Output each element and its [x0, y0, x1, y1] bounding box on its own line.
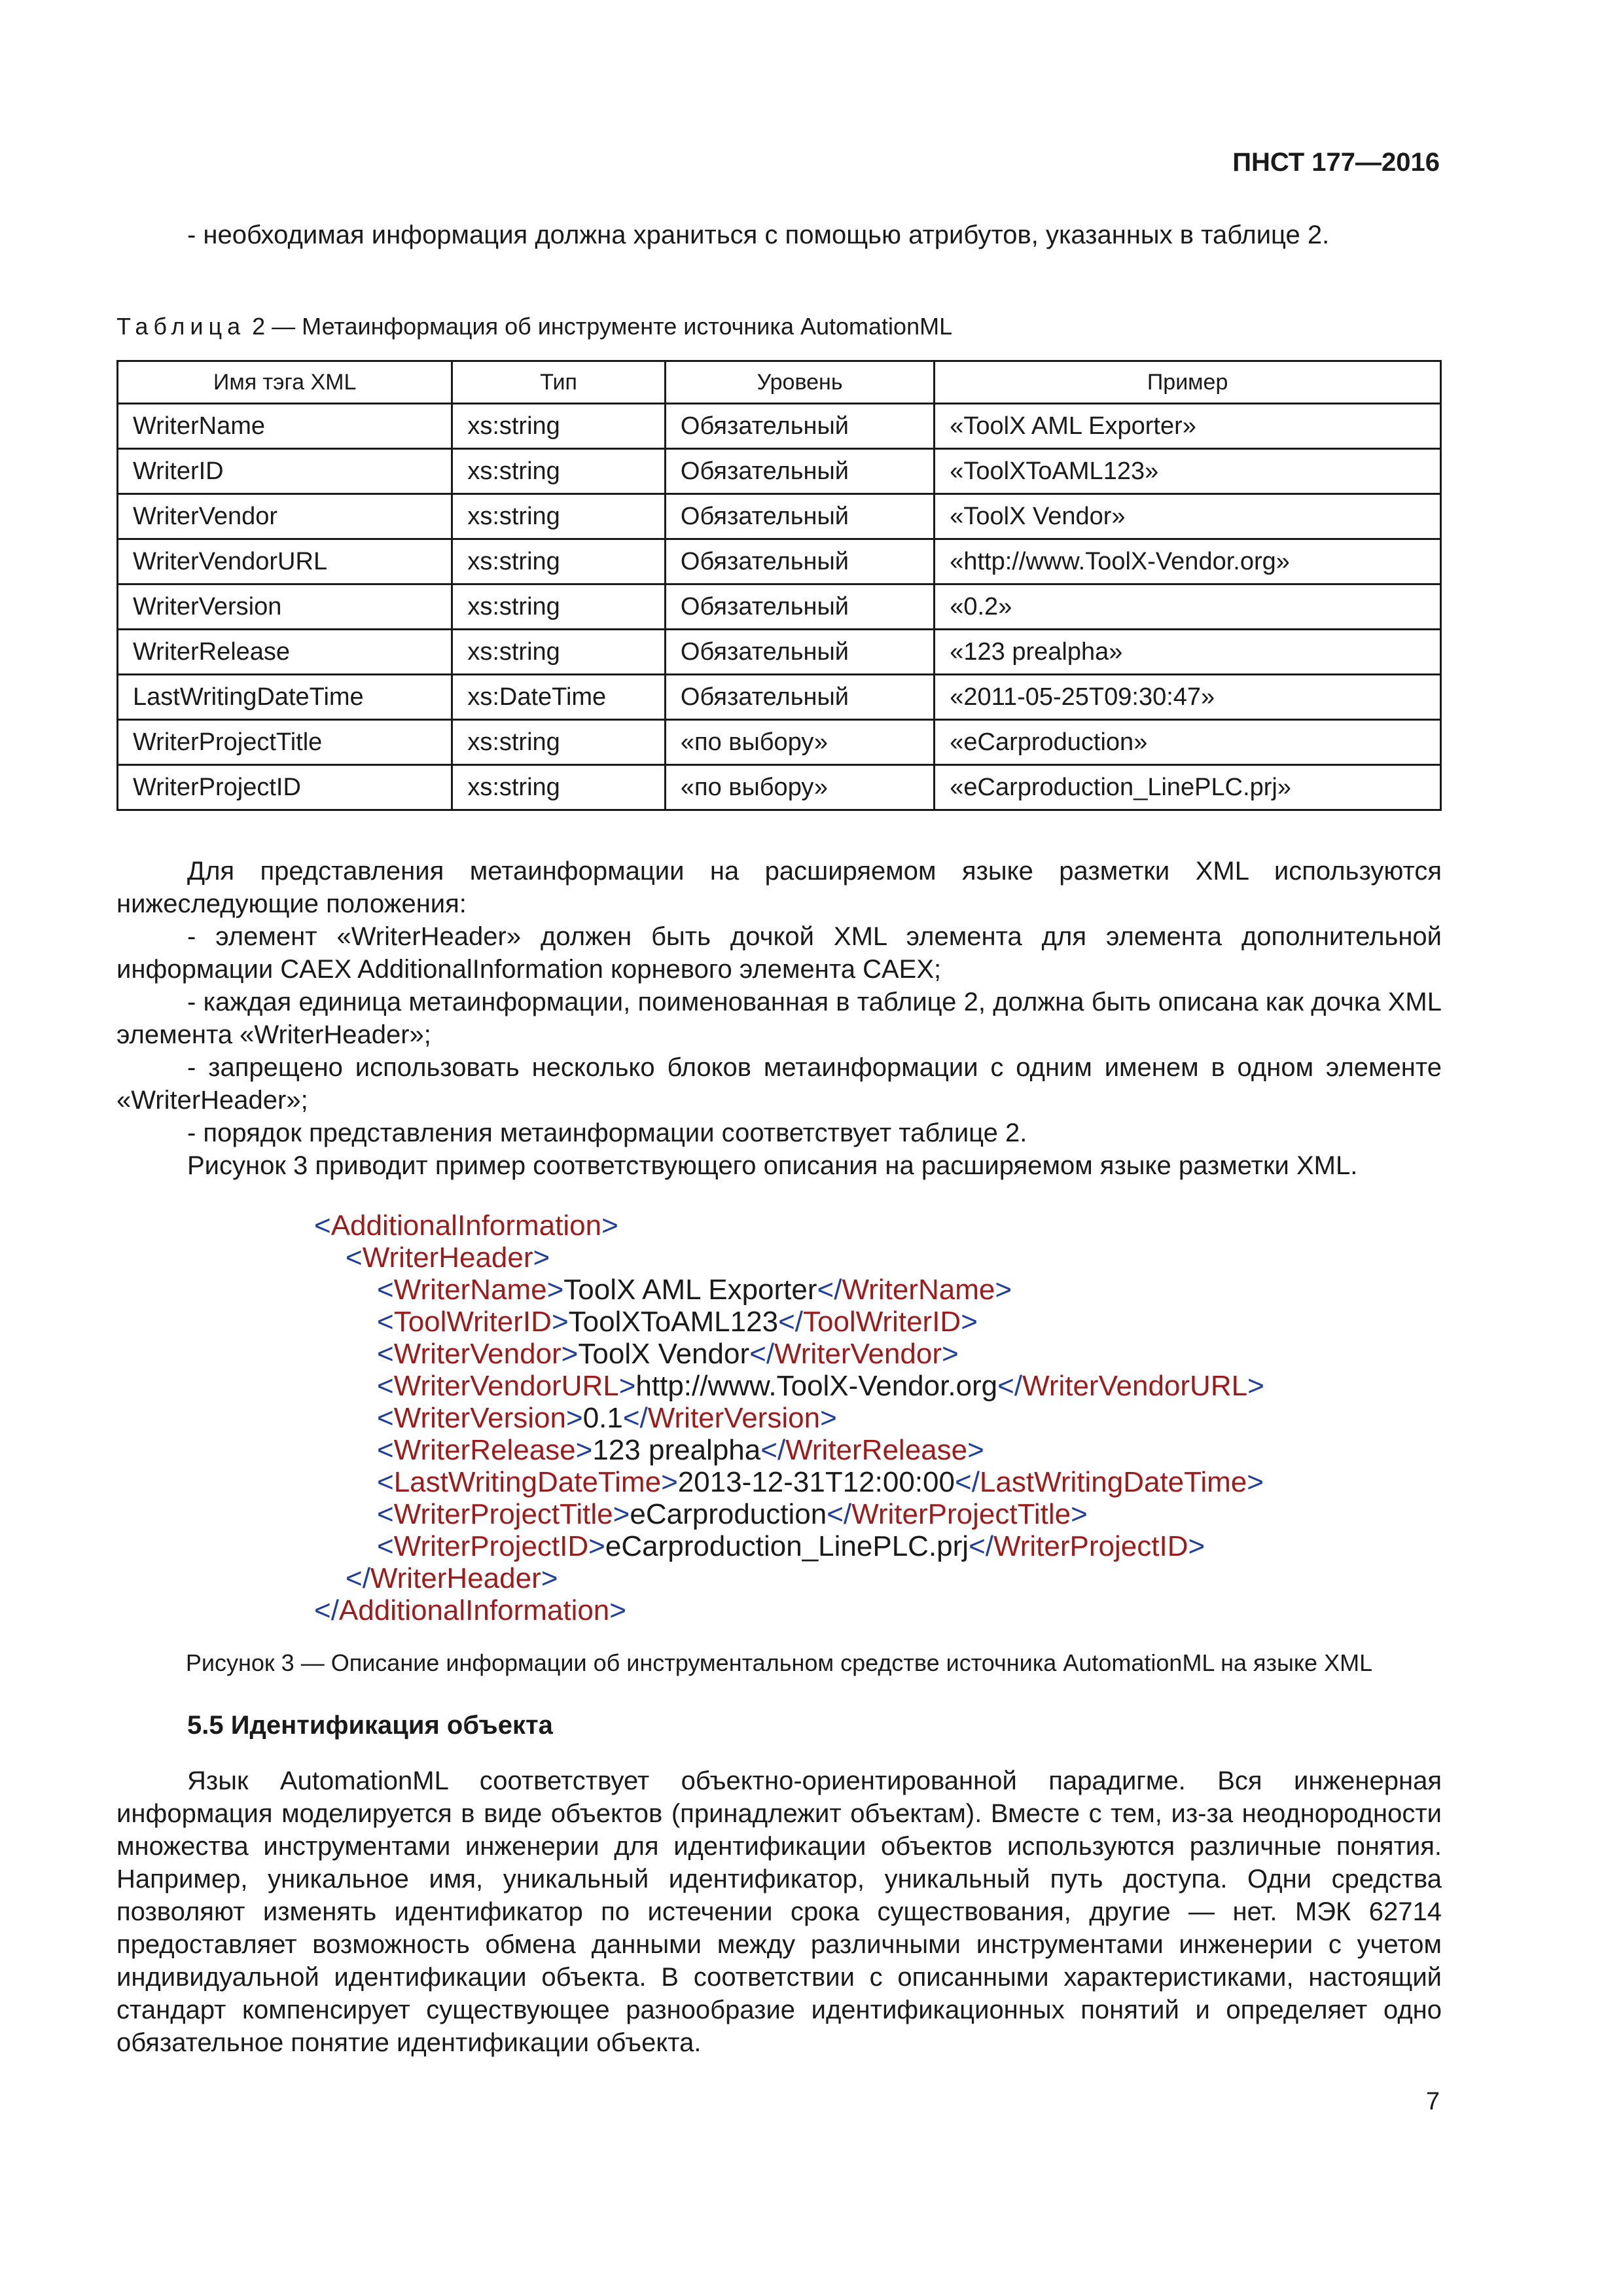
list-item: - элемент «WriterHeader» должен быть дочкой XML элемента для элемента дополнительной информации CAEX AdditionalInformation корневого элемента CAEX; [116, 922, 1442, 984]
xml-bracket: </ [955, 1466, 980, 1498]
table-cell: xs:string [452, 584, 666, 630]
table-row [118, 765, 1441, 810]
xml-tag-name: WriterRelease [393, 1434, 576, 1466]
xml-bracket: > [575, 1434, 593, 1466]
table-cell: xs:string [452, 539, 666, 584]
xml-tag-name: AdditionalInformation [338, 1594, 610, 1626]
xml-bracket: </ [346, 1562, 370, 1594]
table-header-cell: Имя тэга XML [118, 361, 452, 404]
xml-bracket: < [377, 1434, 394, 1466]
xml-value: ToolX Vendor [578, 1338, 750, 1370]
xml-tag-name: WriterHeader [362, 1242, 533, 1274]
xml-value: 0.1 [582, 1402, 623, 1434]
xml-bracket: </ [969, 1530, 994, 1562]
xml-bracket: < [377, 1306, 394, 1338]
table-cell: WriterRelease [118, 630, 452, 675]
xml-bracket: < [377, 1498, 394, 1530]
table-cell: «2011-05-25T09:30:47» [935, 675, 1441, 720]
table-cell: xs:string [452, 404, 666, 449]
xml-bracket: > [820, 1402, 837, 1434]
xml-line [314, 1210, 1264, 1242]
table-row [118, 494, 1441, 539]
list-item: - запрещено использовать несколько блоков метаинформации с одним именем в одном элементе «WriterHeader»; [116, 1053, 1442, 1115]
table-row [118, 449, 1441, 494]
table-cell: LastWritingDateTime [118, 675, 452, 720]
xml-bracket: </ [622, 1402, 648, 1434]
xml-bracket: < [377, 1274, 394, 1306]
table-cell: «eCarproduction» [935, 720, 1441, 765]
list-item: - каждая единица метаинформации, поименованная в таблице 2, должна быть описана как дочка XML элемента «WriterHeader»; [116, 988, 1442, 1049]
table-cell: Обязательный [665, 494, 934, 539]
xml-bracket: < [346, 1242, 363, 1274]
xml-tag-name: WriterVendorURL [393, 1370, 619, 1402]
xml-bracket: > [541, 1562, 558, 1594]
xml-bracket: > [1247, 1466, 1264, 1498]
table-cell: WriterVendorURL [118, 539, 452, 584]
table-caption [116, 313, 952, 340]
xml-bracket: > [613, 1498, 630, 1530]
xml-tag-name: WriterProjectTitle [393, 1498, 613, 1530]
xml-bracket: > [661, 1466, 678, 1498]
xml-tag-name: ToolWriterID [393, 1306, 552, 1338]
xml-tag-name: WriterProjectID [393, 1530, 589, 1562]
xml-code-figure [314, 1210, 1264, 1626]
table-cell: xs:string [452, 720, 666, 765]
xml-line [314, 1274, 1264, 1306]
table-header-cell: Тип [452, 361, 666, 404]
xml-tag-name: WriterRelease [785, 1434, 968, 1466]
table-cell: «по выбору» [665, 765, 934, 810]
table-cell: xs:string [452, 630, 666, 675]
xml-bracket: > [1071, 1498, 1088, 1530]
figure-reference: Рисунок 3 приводит пример соответствующего описания на расширяемом языке разметки XML. [187, 1151, 1358, 1180]
rules-list [116, 920, 1442, 1149]
table-cell: «123 prealpha» [935, 630, 1441, 675]
table-cell: xs:string [452, 494, 666, 539]
xml-tag-name: WriterVendor [393, 1338, 562, 1370]
table-cell: «0.2» [935, 584, 1441, 630]
xml-line [314, 1530, 1264, 1562]
xml-tag-name: WriterName [393, 1274, 547, 1306]
list-item: - порядок представления метаинформации соответствует таблице 2. [187, 1119, 1027, 1147]
xml-line [314, 1594, 1264, 1626]
table-row [118, 720, 1441, 765]
xml-bracket: </ [827, 1498, 852, 1530]
xml-tag-name: WriterVendorURL [1022, 1370, 1248, 1402]
metainfo-table [116, 360, 1442, 811]
document-header: ПНСТ 177—2016 [1232, 148, 1440, 177]
table-cell: WriterVendor [118, 494, 452, 539]
table-cell: «ToolXToAML123» [935, 449, 1441, 494]
xml-bracket: > [565, 1402, 583, 1434]
xml-line [314, 1434, 1264, 1466]
table-cell: Обязательный [665, 630, 934, 675]
xml-bracket: > [1247, 1370, 1264, 1402]
table-cell: xs:DateTime [452, 675, 666, 720]
xml-bracket: </ [314, 1594, 339, 1626]
table-cell: xs:string [452, 449, 666, 494]
table-cell: WriterProjectTitle [118, 720, 452, 765]
xml-bracket: > [967, 1434, 984, 1466]
table-row [118, 539, 1441, 584]
xml-tag-name: WriterProjectID [993, 1530, 1188, 1562]
intro-paragraph: - необходимая информация должна храниться с помощью атрибутов, указанных в таблице 2. [187, 221, 1330, 249]
xml-bracket: </ [778, 1306, 803, 1338]
xml-value: http://www.ToolX-Vendor.org [635, 1370, 998, 1402]
table-row [118, 630, 1441, 675]
xml-bracket: > [961, 1306, 978, 1338]
table-cell: xs:string [452, 765, 666, 810]
xml-bracket: > [942, 1338, 959, 1370]
section-body: Язык AutomationML соответствует объектно-ориентированной парадигме. Вся инженерная информация моделируется в виде объектов (принадлежит объектам). Вместе с тем, из-за неоднородности множества инструментами инженерии для идентификации объектов используются различные понятия. Например, уникальное имя, уникальный идентификатор, уникальный путь доступа. Одни средства позволяют изменять идентификатор по истечении срока существования, другие — нет. МЭК 62714 предоставляет возможность обмена данными между различными инструментами инженерии с учетом индивидуальной идентификации объекта. В соответствии с описанными характеристиками, настоящий стандарт компенсирует существующее разнообразие идентификационных понятий и определяет одно обязательное понятие идентификации объекта. [116, 1767, 1442, 2057]
table-cell: Обязательный [665, 404, 934, 449]
xml-tag-name: WriterVendor [774, 1338, 942, 1370]
xml-bracket: > [546, 1274, 564, 1306]
xml-value: 2013-12-31T12:00:00 [677, 1466, 955, 1498]
table-cell: WriterVersion [118, 584, 452, 630]
table-row [118, 404, 1441, 449]
xml-bracket: > [995, 1274, 1012, 1306]
rules-intro: Для представления метаинформации на расширяемом языке разметки XML используются нижеследующие положения: [116, 857, 1442, 918]
xml-value: eCarproduction_LinePLC.prj [605, 1530, 969, 1562]
xml-tag-name: WriterVersion [393, 1402, 566, 1434]
xml-tag-name: WriterHeader [370, 1562, 541, 1594]
table-cell: WriterName [118, 404, 452, 449]
xml-tag-name: AdditionalInformation [330, 1210, 602, 1242]
table-cell: WriterID [118, 449, 452, 494]
figure-caption: Рисунок 3 — Описание информации об инструментальном средстве источника AutomationML на языке XML [185, 1649, 1373, 1676]
xml-bracket: > [1188, 1530, 1205, 1562]
xml-bracket: < [377, 1402, 394, 1434]
page-number: 7 [1425, 2088, 1440, 2115]
xml-bracket: > [533, 1242, 550, 1274]
xml-line [314, 1562, 1264, 1594]
xml-tag-name: ToolWriterID [802, 1306, 961, 1338]
rules-block [116, 855, 1442, 1182]
xml-line [314, 1242, 1264, 1274]
xml-bracket: > [609, 1594, 626, 1626]
table-header-cell: Уровень [665, 361, 934, 404]
xml-bracket: > [588, 1530, 605, 1562]
xml-line [314, 1370, 1264, 1402]
xml-line [314, 1498, 1264, 1530]
table-caption-text: 2 — Метаинформация об инструменте источника AutomationML [245, 313, 953, 340]
xml-bracket: > [551, 1306, 569, 1338]
table-caption-prefix: Таблица [116, 313, 246, 340]
table-cell: «http://www.ToolX-Vendor.org» [935, 539, 1441, 584]
table-cell: «по выбору» [665, 720, 934, 765]
xml-bracket: < [377, 1370, 394, 1402]
xml-bracket: </ [997, 1370, 1023, 1402]
table-cell: Обязательный [665, 449, 934, 494]
table-cell: «ToolX Vendor» [935, 494, 1441, 539]
table-cell: Обязательный [665, 539, 934, 584]
xml-value: ToolX AML Exporter [563, 1274, 817, 1306]
table-cell: Обязательный [665, 584, 934, 630]
xml-line [314, 1466, 1264, 1498]
xml-bracket: < [377, 1466, 394, 1498]
xml-bracket: < [314, 1210, 331, 1242]
section-title: 5.5 Идентификация объекта [187, 1711, 553, 1740]
xml-bracket: > [561, 1338, 579, 1370]
table-cell: «ToolX AML Exporter» [935, 404, 1441, 449]
table-row [118, 584, 1441, 630]
table-cell: WriterProjectID [118, 765, 452, 810]
xml-tag-name: WriterProjectTitle [851, 1498, 1071, 1530]
table-header-cell: Пример [935, 361, 1441, 404]
xml-bracket: </ [760, 1434, 786, 1466]
xml-tag-name: WriterVersion [647, 1402, 821, 1434]
table-cell: Обязательный [665, 675, 934, 720]
xml-tag-name: LastWritingDateTime [979, 1466, 1247, 1498]
xml-value: ToolXToAML123 [568, 1306, 779, 1338]
table-header-row [118, 361, 1441, 404]
xml-bracket: > [618, 1370, 636, 1402]
xml-bracket: < [377, 1338, 394, 1370]
xml-tag-name: LastWritingDateTime [393, 1466, 662, 1498]
table-row [118, 675, 1441, 720]
xml-bracket: < [377, 1530, 394, 1562]
xml-value: 123 prealpha [592, 1434, 761, 1466]
xml-bracket: </ [817, 1274, 842, 1306]
xml-tag-name: WriterName [842, 1274, 995, 1306]
xml-line [314, 1402, 1264, 1434]
xml-value: eCarproduction [630, 1498, 827, 1530]
xml-bracket: </ [749, 1338, 775, 1370]
table-cell: «eCarproduction_LinePLC.prj» [935, 765, 1441, 810]
xml-line [314, 1306, 1264, 1338]
xml-line [314, 1338, 1264, 1370]
xml-bracket: > [601, 1210, 618, 1242]
